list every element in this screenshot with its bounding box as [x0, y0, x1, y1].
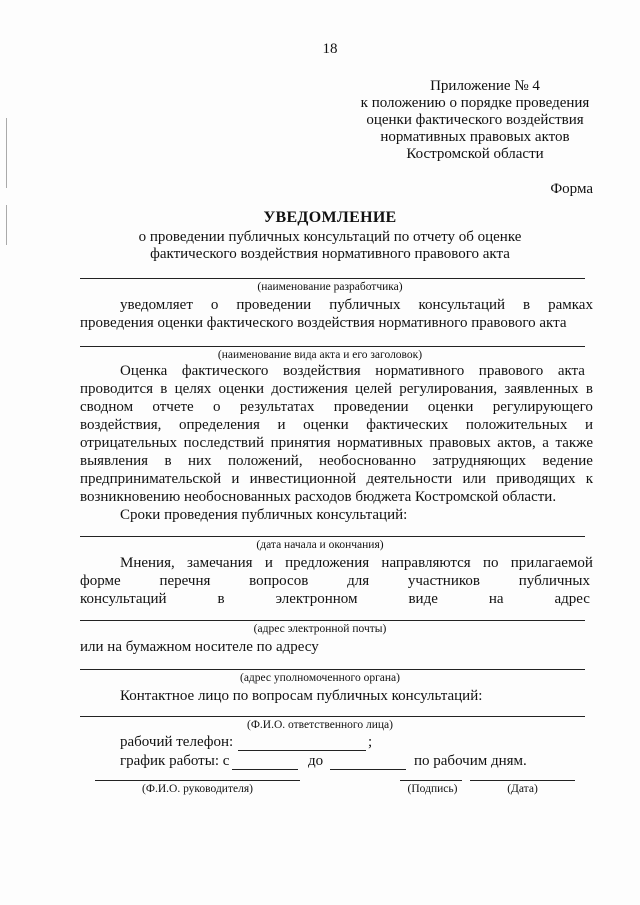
act-type-field-line[interactable]: [80, 346, 585, 347]
deadlines-label: Сроки проведения публичных консультаций:: [120, 507, 408, 523]
scan-edge-mark: [6, 118, 7, 188]
phone-semicolon: ;: [368, 734, 373, 750]
appendix-line-5: Костромской области: [406, 146, 544, 162]
developer-field-line[interactable]: [80, 278, 585, 279]
signature-caption: (Подпись): [407, 783, 458, 795]
para2-line-7: предпринимательской и инвестиционной деятельности или приводящих к: [80, 471, 593, 487]
form-label: Форма: [550, 181, 593, 197]
scan-edge-mark: [6, 205, 7, 245]
dates-field-line[interactable]: [80, 536, 585, 537]
para2-line-1: Оценка фактического воздействия нормативного правового акта: [120, 363, 585, 379]
appendix-line-2: к положению о порядке проведения: [360, 95, 590, 111]
email-caption: (адрес электронной почты): [253, 623, 387, 635]
date-caption: (Дата): [507, 783, 538, 795]
para2-line-6: выявления в них положений, необоснованно затрудняющих ведение: [80, 453, 593, 469]
para2-line-4: воздействия, определения и оценки фактических положительных и: [80, 417, 593, 433]
schedule-prefix: график работы: с: [120, 753, 230, 769]
para3-line-3: консультаций в электронном виде на адрес: [80, 591, 590, 607]
para2-line-3: сводном отчете о результатах проведении оценки регулирующего: [80, 399, 593, 415]
contact-label: Контактное лицо по вопросам публичных консультаций:: [120, 688, 483, 704]
appendix-line-4: нормативных правовых актов: [380, 129, 570, 145]
para3-line-2: форме перечня вопросов для участников публичных: [80, 573, 590, 589]
para1-line-2: проведения оценки фактического воздействия нормативного правового акта: [80, 315, 567, 331]
para3-line-1: Мнения, замечания и предложения направляются по прилагаемой: [120, 555, 593, 571]
document-title: УВЕДОМЛЕНИЕ: [263, 209, 397, 226]
responsible-person-field-line[interactable]: [80, 716, 585, 717]
para2-line-5: отрицательных последствий принятия нормативных правовых актов, а также: [80, 435, 593, 451]
appendix-line-1: Приложение № 4: [430, 78, 540, 94]
act-type-caption: (наименование вида акта и его заголовок): [217, 349, 423, 361]
para1-line-1: уведомляет о проведении публичных консультаций в рамках: [120, 297, 593, 313]
responsible-person-caption: (Ф.И.О. ответственного лица): [247, 719, 393, 731]
phone-field-line[interactable]: [238, 750, 366, 751]
schedule-from-field-line[interactable]: [232, 769, 298, 770]
date-field-line[interactable]: [470, 780, 575, 781]
subtitle-line-1: о проведении публичных консультаций по отчету об оценке: [138, 229, 522, 245]
developer-caption: (наименование разработчика): [257, 281, 403, 293]
authority-address-caption: (адрес уполномоченного органа): [240, 672, 400, 684]
head-name-caption: (Ф.И.О. руководителя): [142, 783, 253, 795]
dates-caption: (дата начала и окончания): [256, 539, 384, 551]
page-number: 18: [322, 41, 338, 57]
email-field-line[interactable]: [80, 620, 585, 621]
appendix-line-3: оценки фактического воздействия: [366, 112, 584, 128]
para2-line-2: проводится в целях оценки достижения целей регулирования, заявленных в: [80, 381, 593, 397]
phone-label: рабочий телефон:: [120, 734, 234, 750]
authority-address-field-line[interactable]: [80, 669, 585, 670]
head-name-field-line[interactable]: [95, 780, 300, 781]
schedule-suffix: по рабочим дням.: [414, 753, 527, 769]
paper-address-label: или на бумажном носителе по адресу: [80, 639, 319, 655]
schedule-to-field-line[interactable]: [330, 769, 406, 770]
signature-field-line[interactable]: [400, 780, 462, 781]
para2-line-8: возникновению необоснованных расходов бюджета Костромской области.: [80, 489, 557, 505]
schedule-middle: до: [308, 753, 324, 769]
subtitle-line-2: фактического воздействия нормативного правового акта: [150, 246, 510, 262]
